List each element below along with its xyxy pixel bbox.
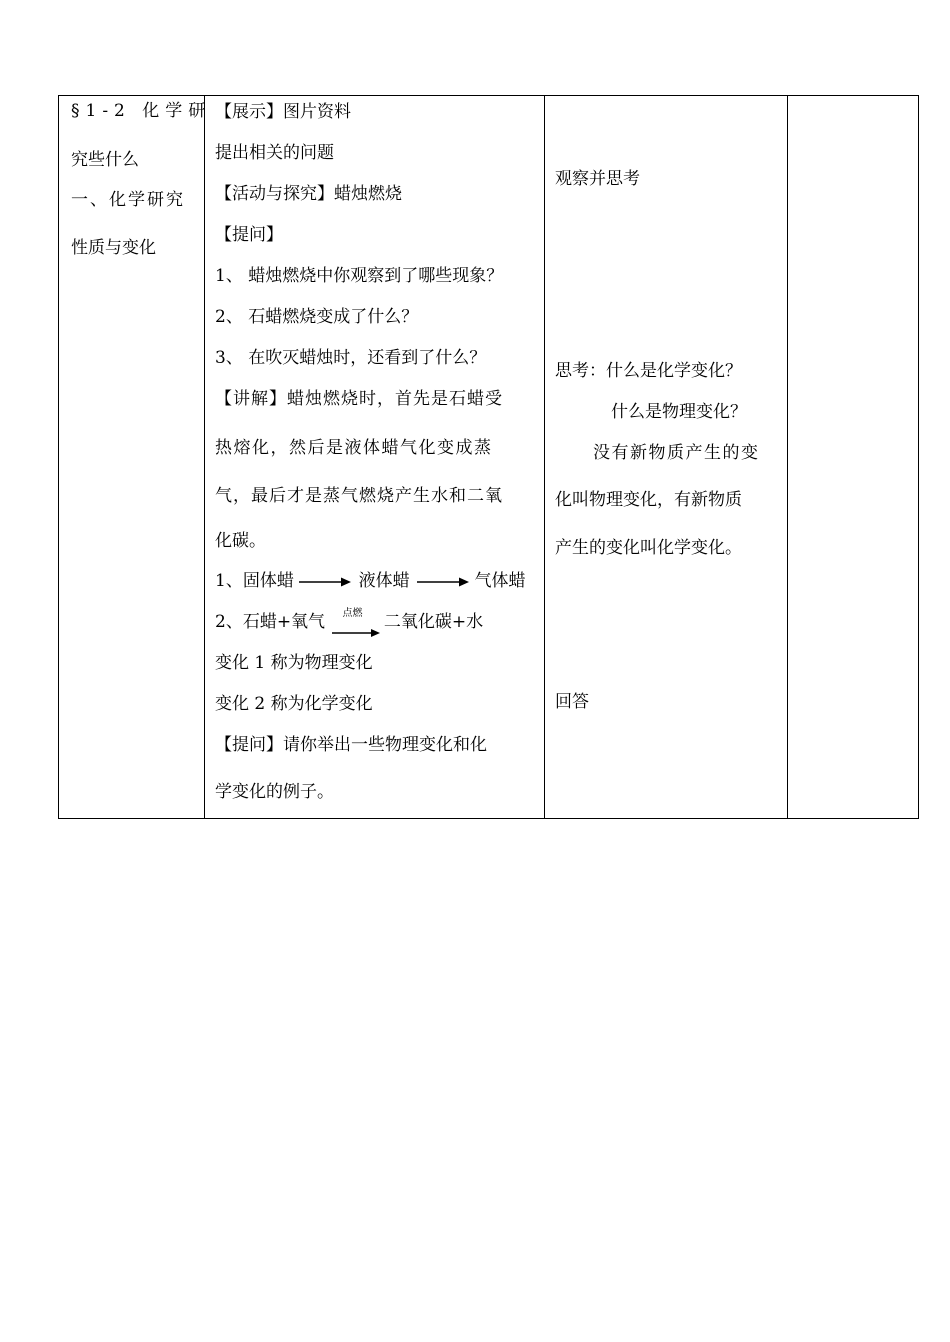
activity-line: 2、 石蜡燃烧变成了什么？ [215,307,419,327]
eq1-reactant: 1、固体蜡 [215,571,294,591]
activity-line: 化碳。 [215,531,266,551]
eq1-product: 气体蜡 [474,571,526,591]
activity-line: 热熔化，然后是液体蜡气化变成蒸 [215,438,493,458]
student-line: 观察并思考 [555,169,640,189]
student-line: 化叫物理变化，有新物质 [555,490,742,510]
topic-line: 性质与变化 [71,238,156,258]
student-line: 什么是物理变化？ [611,402,747,422]
topic-line: 究些什么 [71,150,139,170]
activity-line: 1、 蜡烛燃烧中你观察到了哪些现象？ [215,266,504,286]
eq2-arrow-group [330,608,378,633]
activity-line: 提出相关的问题 [215,143,334,163]
activity-line: 变化 2 称为化学变化 [215,694,373,714]
activity-line: 学变化的例子。 [215,782,334,802]
eq2-products: 二氧化碳+水 [383,612,484,632]
activity-line: 【提问】请你举出一些物理变化和化 [215,735,487,755]
notes-cell [788,96,919,818]
lesson-plan-table [58,95,919,819]
arrow-icon [332,628,380,638]
equation-chemical-change [215,608,484,633]
activity-line: 3、 在吹灭蜡烛时，还看到了什么？ [215,348,487,368]
arrow-icon [299,576,351,588]
student-line: 思考：什么是化学变化？ [555,361,742,381]
eq2-reactants: 2、石蜡+氧气 [215,612,326,632]
student-activity-cell [545,96,787,818]
topic-cell [59,96,212,818]
topic-line: 一、化学研究 [71,190,185,210]
student-line: 回答 [555,692,589,712]
activity-line: 【提问】 [215,225,283,245]
topic-line: §1-2 化学研 [71,101,212,121]
activity-line: 气，最后才是蒸气燃烧产生水和二氧 [215,486,503,506]
activity-line: 【展示】图片资料 [215,102,351,122]
eq1-middle: 液体蜡 [358,571,410,591]
student-line: 产生的变化叫化学变化。 [555,538,742,558]
eq2-condition: 点燃 [342,608,363,619]
arrow-icon [417,576,469,588]
activity-line: 【讲解】蜡烛燃烧时，首先是石蜡受 [215,389,503,409]
activity-line: 变化 1 称为物理变化 [215,653,373,673]
teacher-activity-cell [205,96,544,818]
equation-physical-change [215,570,525,592]
student-line: 没有新物质产生的变 [593,443,760,463]
activity-line: 【活动与探究】蜡烛燃烧 [215,184,402,204]
